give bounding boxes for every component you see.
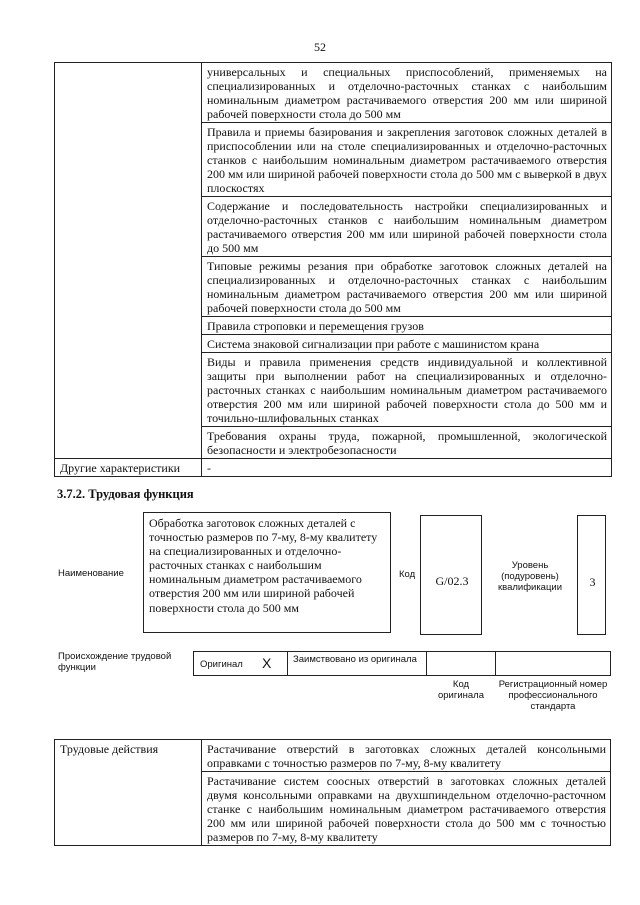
- table-cell: Виды и правила применения средств индивидуальной и коллективной защиты при выполнении работ на специализированных и отделочно-расточных станках с наибольшим номинальным диаметром растачиваемого отверстия 200 мм или шириной рабочей поверхности стола до 500 мм и точильно-шлифовальных станках: [202, 353, 612, 427]
- table-row: [55, 459, 612, 477]
- level-value: 3: [589, 575, 596, 589]
- registration-number-box: [495, 651, 611, 676]
- level-label: Уровень (подуровень) квалификации: [497, 560, 563, 593]
- page-number: 52: [314, 40, 326, 54]
- table-cell: универсальных и специальных приспособлений, применяемых на специализированных и отделочно-расточных станках с наибольшим номинальным диаметром растачиваемого отверстия 200 мм или шириной рабочей поверхности стола до 500 мм: [202, 63, 612, 123]
- table-cell: Правила и приемы базирования и закрепления заготовок сложных деталей в приспособлении или на столе специализированных и отделочно-расточных станков с наибольшим номинальным диаметром растачиваемого отверстия 200 мм или шириной рабочей поверхности стола до 500 мм с выверкой в двух плоскостях: [202, 123, 612, 197]
- table-cell: Система знаковой сигнализации при работе с машинистом крана: [202, 335, 612, 353]
- other-characteristics-label: Другие характеристики: [55, 459, 202, 477]
- table-cell: Растачивание отверстий в заготовках сложных деталей консольными оправками с точностью размеров по 7-му, 8-му квалитету: [202, 740, 611, 772]
- table-cell: Требования охраны труда, пожарной, промышленной, экологической безопасности и электробезопасности: [202, 427, 612, 459]
- registration-number-caption: Регистрационный номер профессионального стандарта: [498, 679, 608, 712]
- table-cell: Содержание и последовательность настройки специализированных и отделочно-расточных станков с наибольшим номинальным диаметром растачиваемого отверстия 200 мм или шириной рабочей поверхности стола до 500 мм: [202, 197, 612, 257]
- other-characteristics-value: -: [202, 459, 612, 477]
- code-value: G/02.3: [435, 574, 469, 588]
- borrowed-label: Заимствовано из оригинала: [293, 654, 417, 665]
- table-row: [55, 740, 611, 772]
- original-mark: X: [262, 655, 272, 671]
- table-cell: Типовые режимы резания при обработке заготовок сложных деталей на специализированных и отделочно-расточных станках с наибольшим номинальным диаметром растачиваемого отверстия 200 мм или шириной рабочей поверхности стола до 500 мм: [202, 257, 612, 317]
- level-box: [577, 515, 606, 635]
- table-cell: Растачивание систем соосных отверстий в заготовках сложных деталей двумя консольными оправками на двухшпиндельном отделочно-расточном станке с наибольшим номинальным диаметром растачиваемого отверстия 200 мм или шириной рабочей поверхности стола до 500 мм с точностью размеров по 7-му, 8-му квалитету: [202, 772, 611, 846]
- borrowed-box: [287, 651, 427, 676]
- table-row: [55, 63, 612, 123]
- original-code-caption: Код оригинала: [437, 679, 484, 701]
- section-title: 3.7.2. Трудовая функция: [57, 487, 194, 501]
- labor-actions-table: [54, 739, 611, 846]
- function-name-box: Обработка заготовок сложных деталей с точностью размеров по 7-му, 8-му квалитету на специализированных и отделочно-расточных станках с наибольшим номинальным диаметром растачиваемого отверстия 200 мм или шириной рабочей поверхности стола до 500 мм: [143, 512, 391, 633]
- code-box: [420, 515, 482, 635]
- original-box: [193, 651, 288, 676]
- table-cell: Правила строповки и перемещения грузов: [202, 317, 612, 335]
- origin-label: Происхождение трудовой функции: [58, 651, 172, 673]
- requirements-table: [54, 62, 612, 477]
- empty-label-cell: [55, 63, 202, 459]
- original-label: Оригинал: [200, 659, 243, 670]
- labor-actions-label: Трудовые действия: [55, 740, 202, 846]
- original-code-box: [426, 651, 496, 676]
- code-label: Код: [399, 569, 416, 580]
- name-label: Наименование: [58, 568, 124, 579]
